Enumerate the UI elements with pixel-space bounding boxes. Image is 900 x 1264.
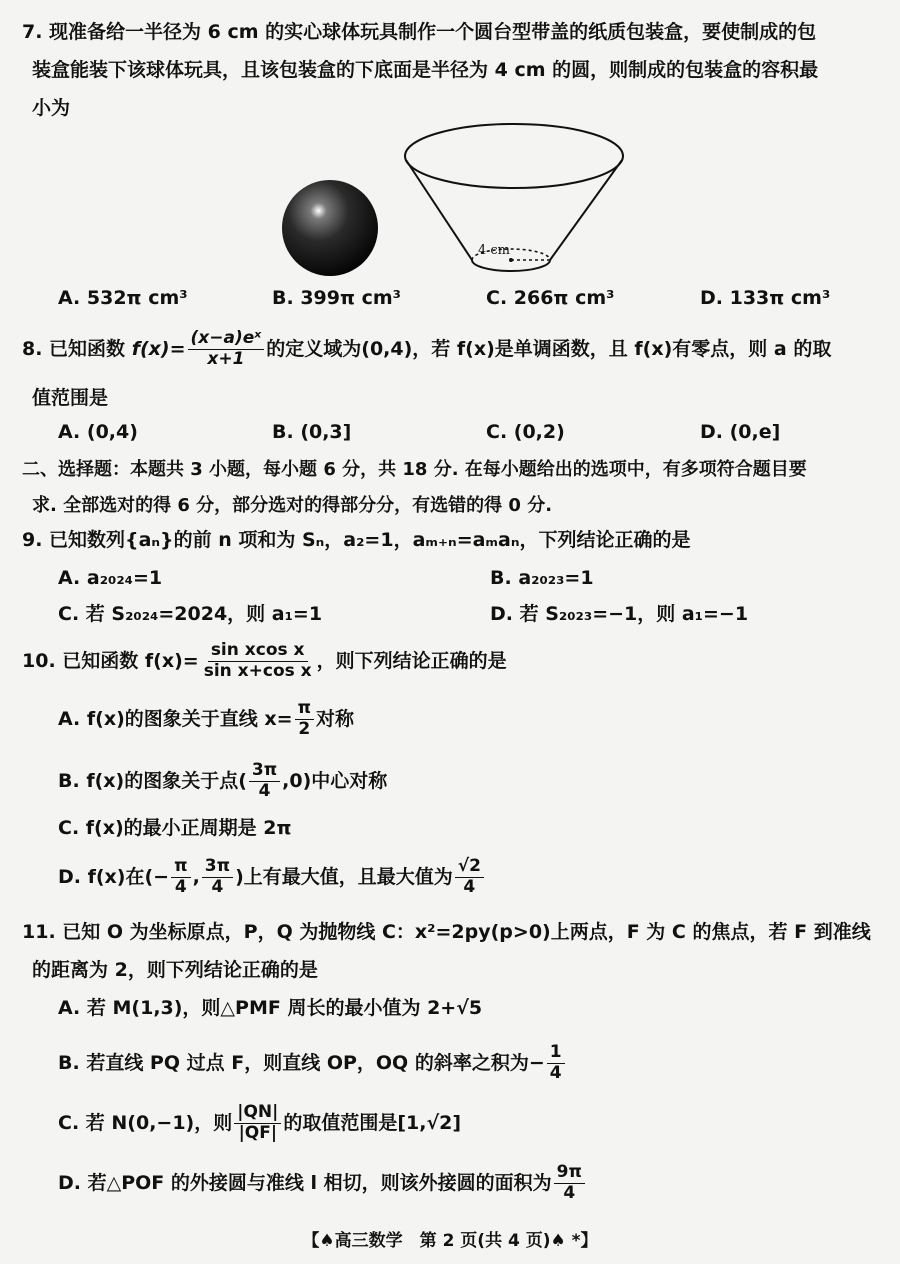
q7-line2: 装盒能装下该球体玩具，且该包装盒的下底面是半径为 4 cm 的圆，则制成的包装盒的容积最 [32, 59, 819, 81]
q7-option-b: B. 399π cm³ [272, 287, 402, 309]
q10-option-c: C. f(x)的最小正周期是 2π [58, 817, 292, 839]
q8-option-c: C. (0,2) [486, 421, 565, 443]
q10-stem: 10. 已知函数 f(x)= $\frac{\text{sin xcos x}}{\text{sin x+cos x}}$ ，则下列结论正确的是 [22, 640, 507, 681]
q7-line3: 小为 [32, 97, 71, 119]
section2-line1: 二、选择题：本题共 3 小题，每小题 6 分，共 18 分. 在每小题给出的选项中，有多项符合题目要 [22, 459, 807, 480]
q11-option-c: C. 若 N(0,−1)，则 $\frac{|QN|}{|QF|}$ 的取值范围是[1,√2] [58, 1102, 462, 1143]
q9-option-c: C. 若 S₂₀₂₄=2024，则 a₁=1 [58, 603, 323, 625]
q7-option-c: C. 266π cm³ [486, 287, 615, 309]
q8-stem: 8. 已知函数 f(x)= $\frac{\text{(x−a)eˣ}}{x+1}$ 的定义域为(0,4)，若 f(x)是单调函数，且 f(x)有零点，则 a 的取 [22, 328, 832, 369]
q9-option-b: B. a₂₀₂₃=1 [490, 567, 594, 589]
q8-option-a: A. (0,4) [58, 421, 138, 443]
q11-option-d: D. 若△POF 的外接圆与准线 l 相切，则该外接圆的面积为 $\frac{9\pi}{4}$ [58, 1164, 587, 1203]
q9-option-d: D. 若 S₂₀₂₃=−1，则 a₁=−1 [490, 603, 749, 625]
q11-option-b: B. 若直线 PQ 过点 F，则直线 OP，OQ 的斜率之积为− $\frac{1}{4}$ [58, 1044, 567, 1083]
q10-option-d: D. f(x)在(− $\frac{\pi}{4}$ , $\frac{3\pi}{4}$ )上有最大值，且最大值为 $\frac{√2}{4}$ [58, 858, 486, 897]
q10-option-b: B. f(x)的图象关于点( $\frac{3\pi}{4}$ ,0)中心对称 [58, 760, 388, 801]
q7-line1: 7. 现准备给一半径为 6 cm 的实心球体玩具制作一个圆台型带盖的纸质包装盒，要使制成的包 [22, 21, 817, 43]
q11-line1: 11. 已知 O 为坐标原点，P，Q 为抛物线 C：x²=2py(p>0)上两点，F 为 C 的焦点，若 F 到准线 [22, 921, 871, 943]
sphere-figure [280, 178, 380, 278]
q9-option-a: A. a₂₀₂₄=1 [58, 567, 163, 589]
q11-line2: 的距离为 2，则下列结论正确的是 [32, 959, 318, 981]
q7-option-d: D. 133π cm³ [700, 287, 831, 309]
q8-option-d: D. (0,e] [700, 421, 781, 443]
q10-option-a: A. f(x)的图象关于直线 x= $\frac{\pi}{2}$ 对称 [58, 698, 355, 739]
page-footer: 【♠高三数学 第 2 页(共 4 页)♠ *】 [302, 1231, 598, 1251]
q11-option-a: A. 若 M(1,3)，则△PMF 周长的最小值为 2+√5 [58, 997, 483, 1019]
frustum-figure [400, 120, 630, 280]
q8-line2: 值范围是 [32, 387, 109, 409]
section2-line2: 求. 全部选对的得 6 分，部分选对的得部分分，有选错的得 0 分. [32, 495, 553, 516]
q8-option-b: B. (0,3] [272, 421, 352, 443]
frustum-radius-label: 4 cm [478, 243, 511, 258]
q9-stem: 9. 已知数列{aₙ}的前 n 项和为 Sₙ，a₂=1，aₘ₊ₙ=aₘaₙ，下列结论正确的是 [22, 529, 691, 551]
q7-option-a: A. 532π cm³ [58, 287, 188, 309]
